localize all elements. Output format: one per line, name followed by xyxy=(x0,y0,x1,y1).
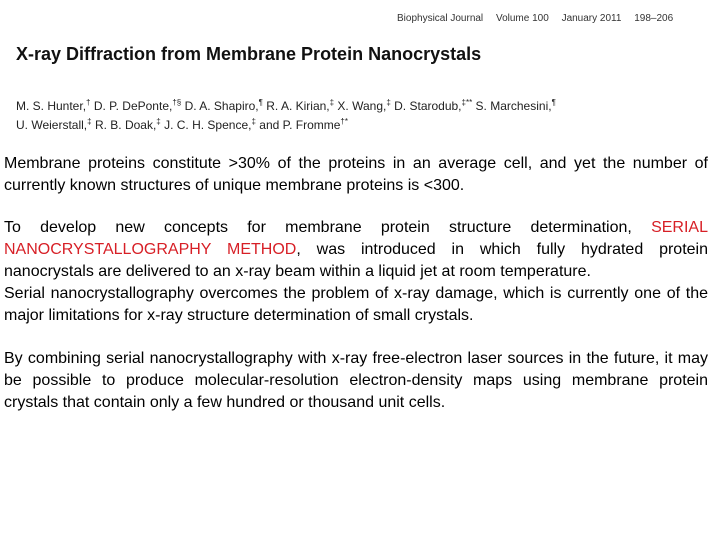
author-line-1 xyxy=(16,95,706,114)
author-affiliation-mark: ‡ xyxy=(156,117,161,126)
author xyxy=(16,118,92,132)
author-list xyxy=(16,95,706,133)
author-name: R. B. Doak, xyxy=(94,118,157,132)
author-affiliation-mark: ‡ xyxy=(87,117,92,126)
author xyxy=(164,118,256,132)
paragraph-text: crystals that contain only a few hundred or thousand unit cells. xyxy=(4,394,446,411)
author xyxy=(185,99,263,113)
author-name: and P. Fromme xyxy=(259,118,341,132)
author-line-2 xyxy=(16,114,706,133)
author-affiliation-mark: ‡** xyxy=(461,98,473,107)
author xyxy=(94,99,181,113)
author-affiliation-mark: ¶ xyxy=(258,98,263,107)
author-name: J. C. H. Spence, xyxy=(164,118,252,132)
highlighted-method-name: SERIAL NANOCRYSTALLOGRAPHY METHOD xyxy=(4,219,708,258)
paragraph-membrane-proteins: Membrane proteins constitute >30% of the proteins in an average cell, and yet the number of currently known structures of unique membrane proteins is <300. xyxy=(4,155,708,194)
journal-volume: Volume 100 xyxy=(495,13,549,24)
author-affiliation-mark: ‡ xyxy=(251,117,256,126)
author xyxy=(16,99,90,113)
paragraph-serial-method xyxy=(4,217,708,327)
paragraph-text: To develop new concepts for membrane protein structure determination, xyxy=(4,219,632,236)
author-affiliation-mark: ‡ xyxy=(329,98,335,107)
author-name: X. Wang, xyxy=(337,99,387,113)
author xyxy=(337,99,390,113)
author-name: D. A. Shapiro, xyxy=(184,99,259,113)
journal-date: January 2011 xyxy=(561,13,622,24)
author-affiliation-mark: †§ xyxy=(172,98,182,107)
author-affiliation-mark: ‡ xyxy=(386,98,391,107)
author-name: R. A. Kirian, xyxy=(266,99,330,113)
author xyxy=(476,99,556,113)
paragraph-text: By combining serial nanocrystallography with x-ray free-electron laser sources in the future, it may be possible to produce molecular-resolution electron-density maps using membrane protein xyxy=(4,350,708,389)
paragraph-text: Serial nanocrystallography overcomes the problem of x-ray damage, which is currently one of the major limitations for x-ray structure determination of small crystals. xyxy=(4,285,708,324)
journal-header xyxy=(397,13,697,24)
author xyxy=(394,99,472,113)
paragraph-xfel xyxy=(4,348,708,414)
journal-name: Biophysical Journal xyxy=(397,13,484,24)
paper-title: X-ray Diffraction from Membrane Protein Nanocrystals xyxy=(16,44,482,64)
author-name: D. Starodub, xyxy=(394,99,462,113)
author-name: U. Weierstall, xyxy=(16,118,88,132)
author-name: S. Marchesini, xyxy=(475,99,552,113)
journal-pages: 198–206 xyxy=(634,13,674,24)
paragraph-text: , was introduced in which fully hydrated protein nanocrystals are delivered to an x-ray beam within a liquid jet at room temperature. xyxy=(4,241,708,280)
author-name: D. P. DePonte, xyxy=(93,99,173,113)
author xyxy=(266,99,334,113)
author xyxy=(95,118,161,132)
author-affiliation-mark: †* xyxy=(340,117,348,126)
author-name: M. S. Hunter, xyxy=(16,99,87,113)
author-affiliation-mark: ¶ xyxy=(551,98,556,107)
author-affiliation-mark: † xyxy=(86,98,91,107)
author xyxy=(259,118,348,132)
